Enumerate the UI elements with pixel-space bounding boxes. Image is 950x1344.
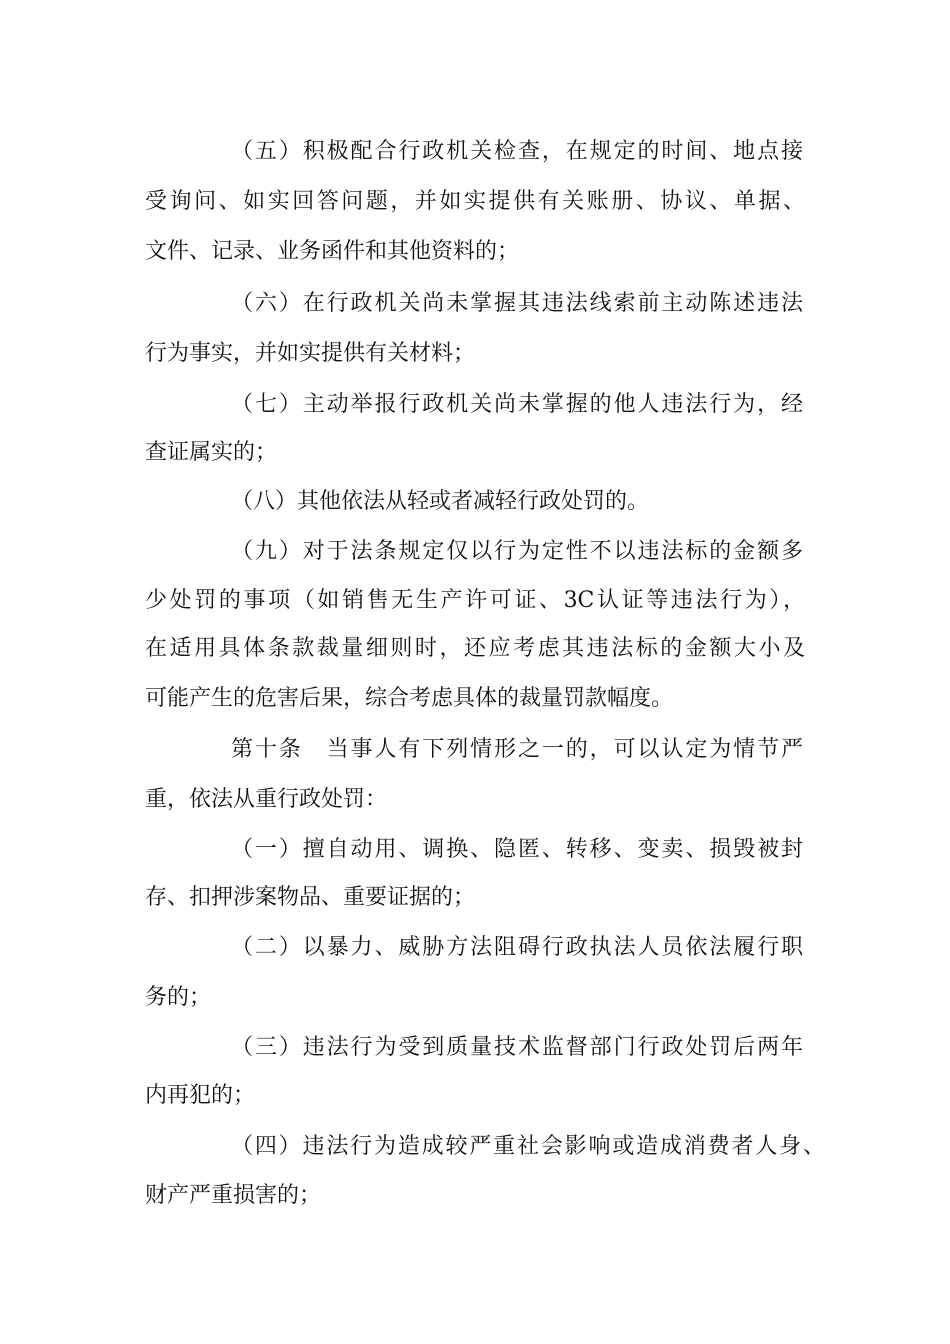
paragraph-item-6-line-2: 行为事实，并如实提供有关材料； <box>145 341 476 366</box>
article-10-item-4-line-2: 财产严重损害的； <box>145 1183 322 1208</box>
paragraph-item-5-line-3: 文件、记录、业务函件和其他资料的； <box>145 239 520 264</box>
article-10-item-1-line-2: 存、扣押涉案物品、重要证据的； <box>145 885 476 910</box>
paragraph-item-9-line-1: （九）对于法条规定仅以行为定性不以违法标的金额多 <box>231 539 803 564</box>
article-10-item-1-line-1: （一）擅自动用、调换、隐匿、转移、变卖、损毁被封 <box>231 837 803 862</box>
paragraph-item-6-line-1: （六）在行政机关尚未掌握其违法线索前主动陈述违法 <box>231 291 803 316</box>
article-10-item-2-line-2: 务的； <box>145 985 212 1010</box>
paragraph-item-7-line-2: 查证属实的； <box>145 440 278 465</box>
article-10-item-4-line-1: （四）违法行为造成较严重社会影响或造成消费者人身、 <box>231 1134 825 1159</box>
paragraph-item-5-line-2: 受询问、如实回答问题，并如实提供有关账册、协议、单据、 <box>145 189 805 214</box>
paragraph-item-8: （八）其他依法从轻或者减轻行政处罚的。 <box>231 489 650 514</box>
article-10-heading-line-2: 重，依法从重行政处罚： <box>145 787 388 812</box>
article-10-item-2-line-1: （二）以暴力、威胁方法阻碍行政执法人员依法履行职 <box>231 935 803 960</box>
paragraph-item-9-line-4: 可能产生的危害后果，综合考虑具体的裁量罚款幅度。 <box>145 686 674 711</box>
paragraph-item-9-line-2: 少处罚的事项（如销售无生产许可证、3C认证等违法行为）， <box>145 588 805 613</box>
paragraph-item-7-line-1: （七）主动举报行政机关尚未掌握的他人违法行为，经 <box>231 392 803 417</box>
article-10-item-3-line-2: 内再犯的； <box>145 1083 256 1108</box>
article-10-item-3-line-1: （三）违法行为受到质量技术监督部门行政处罚后两年 <box>231 1035 803 1060</box>
paragraph-item-5-line-1: （五）积极配合行政机关检查，在规定的时间、地点接 <box>231 139 803 164</box>
paragraph-item-9-line-3: 在适用具体条款裁量细则时，还应考虑其违法标的金额大小及 <box>145 636 805 661</box>
article-10-heading-line-1: 第十条 当事人有下列情形之一的，可以认定为情节严 <box>231 737 803 762</box>
